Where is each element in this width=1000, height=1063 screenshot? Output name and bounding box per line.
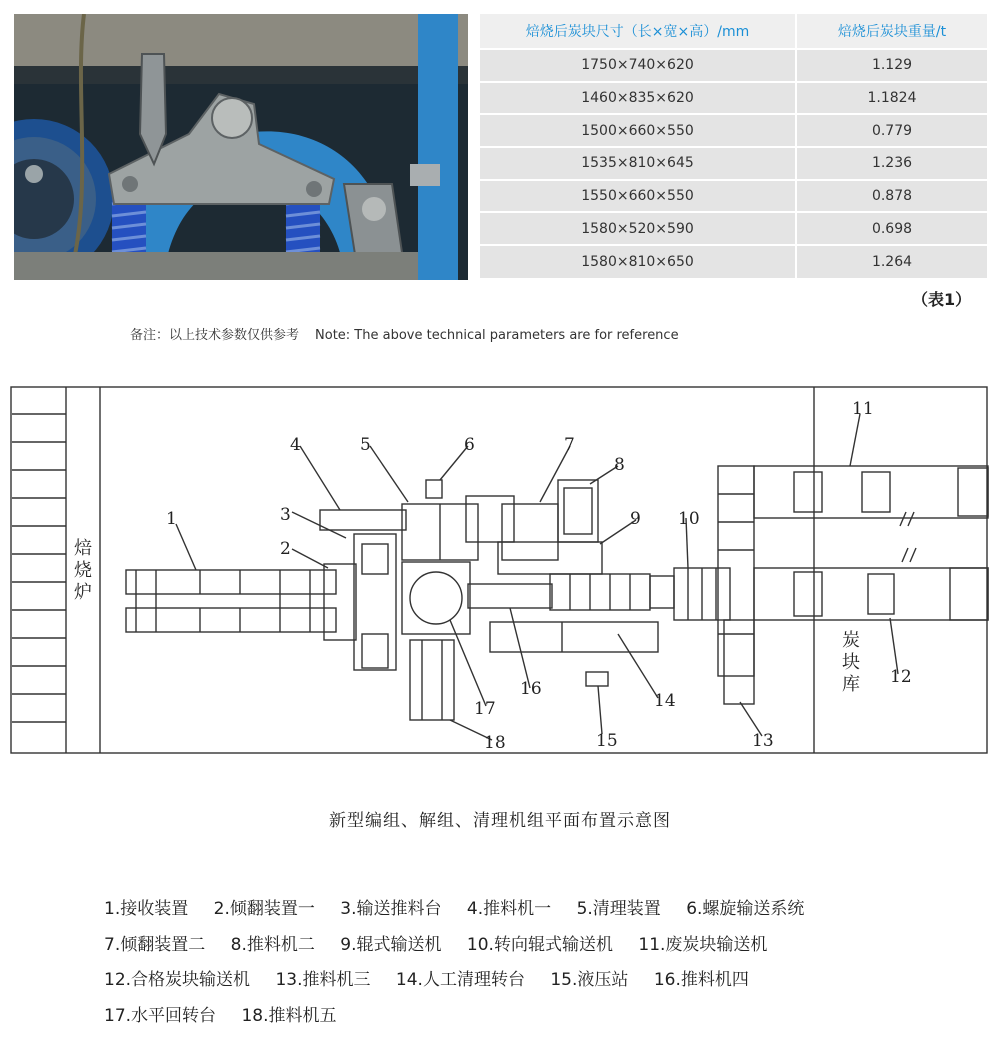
table-row bbox=[480, 82, 988, 115]
reference-note bbox=[130, 324, 679, 343]
cell-weight: 1.264 bbox=[796, 245, 988, 278]
legend-line bbox=[104, 895, 984, 931]
callout-16: 16 bbox=[520, 679, 542, 699]
legend-item: 4.推料机一 bbox=[466, 899, 552, 919]
table-caption: （表1） bbox=[912, 290, 972, 309]
callout-12: 12 bbox=[890, 667, 912, 687]
table-header-row bbox=[480, 14, 988, 49]
legend-item: 11.废炭块输送机 bbox=[638, 934, 768, 955]
table-row bbox=[480, 147, 988, 180]
legend-item: 14.人工清理转台 bbox=[395, 970, 525, 990]
legend-item: 1.接收装置 bbox=[104, 899, 189, 919]
legend bbox=[104, 895, 984, 1037]
legend-item: 8.推料机二 bbox=[230, 934, 315, 955]
cell-size: 1580×520×590 bbox=[480, 212, 796, 245]
callout-18: 18 bbox=[484, 733, 506, 753]
cell-size: 1750×740×620 bbox=[480, 49, 796, 82]
note-chinese: 备注：以上技术参数仅供参考 bbox=[130, 328, 300, 343]
callout-3: 3 bbox=[280, 505, 291, 525]
legend-line bbox=[104, 931, 984, 967]
furnace-label-1: 焙 bbox=[74, 538, 92, 559]
callout-17: 17 bbox=[474, 699, 496, 719]
cell-weight: 1.236 bbox=[796, 147, 988, 180]
cell-weight: 0.779 bbox=[796, 114, 988, 147]
callout-1: 1 bbox=[166, 509, 177, 529]
callout-10: 10 bbox=[678, 509, 700, 529]
legend-item: 2.倾翻装置一 bbox=[213, 899, 315, 919]
diagram-title: 新型编组、解组、清理机组平面布置示意图 bbox=[329, 811, 671, 831]
cell-weight: 1.1824 bbox=[796, 82, 988, 115]
callout-8: 8 bbox=[614, 455, 625, 475]
callout-11: 11 bbox=[852, 399, 874, 419]
cell-size: 1550×660×550 bbox=[480, 180, 796, 213]
cell-weight: 0.878 bbox=[796, 180, 988, 213]
callout-2: 2 bbox=[280, 539, 291, 559]
cell-size: 1535×810×645 bbox=[480, 147, 796, 180]
callout-13: 13 bbox=[752, 731, 774, 751]
warehouse-label-1: 炭 bbox=[842, 630, 860, 651]
spec-table bbox=[480, 14, 989, 278]
cell-size: 1500×660×550 bbox=[480, 114, 796, 147]
legend-item: 9.辊式输送机 bbox=[340, 934, 442, 955]
callout-7: 7 bbox=[564, 435, 575, 455]
legend-item: 18.推料机五 bbox=[241, 1005, 337, 1026]
legend-item: 15.液压站 bbox=[550, 970, 629, 990]
equipment-photo bbox=[14, 14, 468, 280]
column-header-size: 焙烧后炭块尺寸（长×宽×高）/mm bbox=[480, 14, 796, 49]
furnace-label-2: 烧 bbox=[74, 560, 92, 581]
legend-item: 13.推料机三 bbox=[275, 970, 371, 990]
legend-item: 3.输送推料台 bbox=[340, 899, 442, 919]
note-english: Note: The above technical parameters are for reference bbox=[315, 328, 679, 343]
legend-item: 16.推料机四 bbox=[653, 970, 749, 990]
table-row bbox=[480, 180, 988, 213]
table-row bbox=[480, 212, 988, 245]
legend-line bbox=[104, 1002, 984, 1038]
legend-item: 7.倾翻装置二 bbox=[104, 934, 206, 955]
callout-5: 5 bbox=[360, 435, 371, 455]
callout-14: 14 bbox=[654, 691, 676, 711]
callout-15: 15 bbox=[596, 731, 618, 751]
layout-diagram bbox=[10, 384, 990, 756]
callout-6: 6 bbox=[464, 435, 475, 455]
legend-item: 12.合格炭块输送机 bbox=[104, 970, 251, 990]
cell-size: 1580×810×650 bbox=[480, 245, 796, 278]
table-row bbox=[480, 245, 988, 278]
furnace-label-3: 炉 bbox=[74, 582, 92, 603]
legend-item: 17.水平回转台 bbox=[104, 1005, 217, 1026]
table-row bbox=[480, 49, 988, 82]
cell-weight: 0.698 bbox=[796, 212, 988, 245]
callout-9: 9 bbox=[630, 509, 641, 529]
legend-item: 6.螺旋输送系统 bbox=[686, 899, 805, 919]
table-row bbox=[480, 114, 988, 147]
callout-4: 4 bbox=[290, 435, 301, 455]
legend-item: 10.转向辊式输送机 bbox=[466, 934, 613, 955]
legend-line bbox=[104, 966, 984, 1002]
cell-weight: 1.129 bbox=[796, 49, 988, 82]
cell-size: 1460×835×620 bbox=[480, 82, 796, 115]
column-header-weight: 焙烧后炭块重量/t bbox=[796, 14, 988, 49]
warehouse-label-2: 块 bbox=[842, 652, 860, 673]
legend-item: 5.清理装置 bbox=[576, 899, 661, 919]
warehouse-label-3: 库 bbox=[842, 674, 860, 695]
